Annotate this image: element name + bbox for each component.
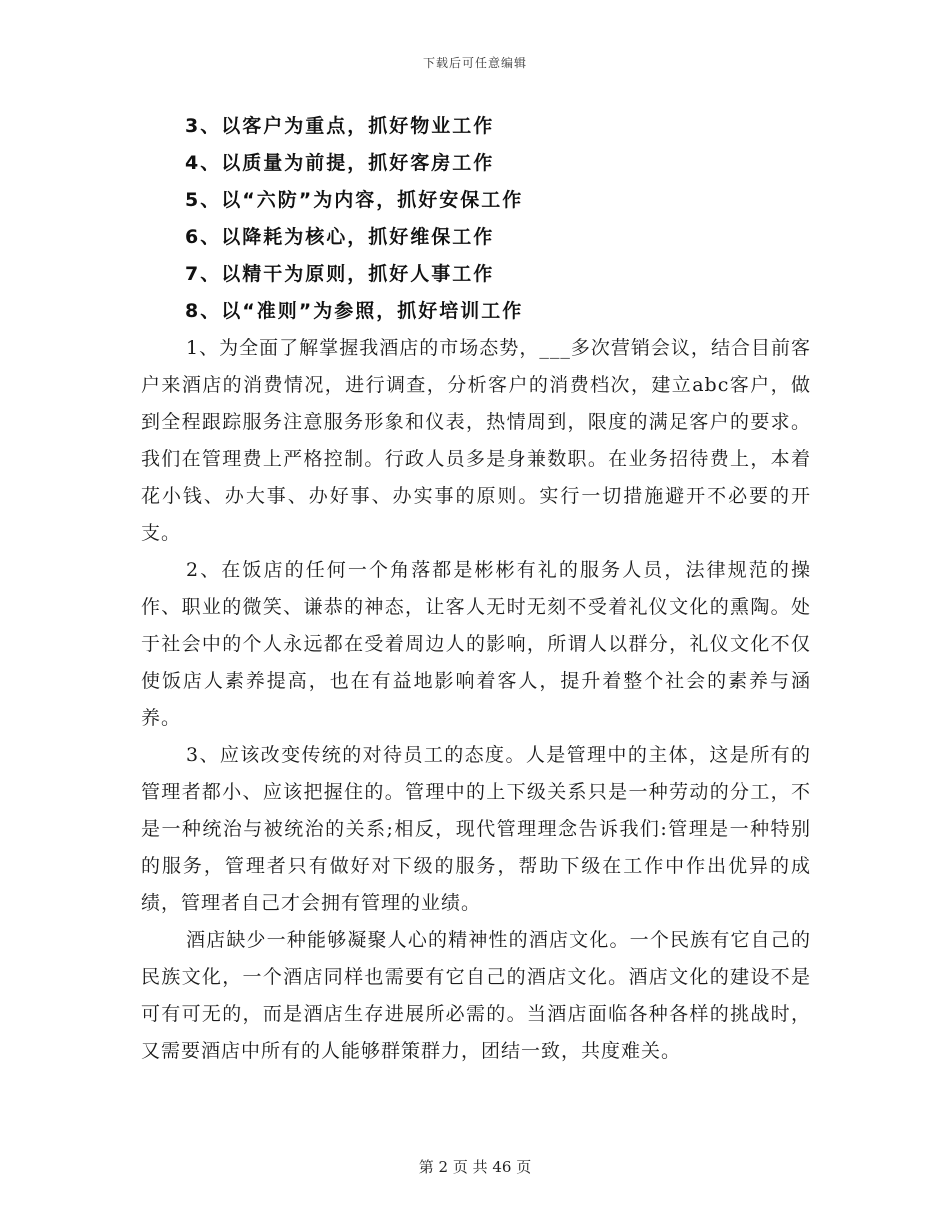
list-item: 5、以“六防”为内容，抓好安保工作 — [185, 189, 524, 211]
list-item: 6、以降耗为核心，抓好维保工作 — [185, 226, 495, 248]
numbered-list — [185, 108, 805, 330]
paragraph-culture: 酒店缺少一种能够凝聚人心的精神性的酒店文化。一个民族有它自己的民族文化，一个酒店同样也需要有它自己的酒店文化。酒店文化的建设不是可有可无的，而是酒店生存进展所必需的。当酒店面临各种各样的挑战时，又需要酒店中所有的人能够群策群力，团结一致，共度难关。 — [141, 929, 811, 1062]
list-item: 7、以精干为原则，抓好人事工作 — [185, 263, 495, 285]
page-number: 第 2 页 共 46 页 — [418, 1158, 532, 1176]
paragraph-management: 3、应该改变传统的对待员工的态度。人是管理中的主体，这是所有的管理者都小、应该把握住的。管理中的上下级关系只是一种劳动的分工，不是一种统治与被统治的关系;相反，现代管理理念告诉我们:管理是一种特别的服务，管理者只有做好对下级的服务，帮助下级在工作中作出优异的成绩，管理者自己才会拥有管理的业绩。 — [141, 744, 811, 914]
paragraph-marketing: 1、为全面了解掌握我酒店的市场态势，___多次营销会议，结合目前客户来酒店的消费情况，进行调查，分析客户的消费档次，建立abc客户，做到全程跟踪服务注意服务形象和仪表，热情周到，限度的满足客户的要求。我们在管理费上严格控制。行政人员多是身兼数职。在业务招待费上，本着花小钱、办大事、办好事、办实事的原则。实行一切措施避开不必要的开支。 — [141, 337, 811, 544]
list-item: 4、以质量为前提，抓好客房工作 — [185, 152, 495, 174]
page-header-note: 下载后可任意编辑 — [422, 56, 527, 70]
list-item: 8、以“准则”为参照，抓好培训工作 — [185, 300, 524, 322]
paragraph-etiquette: 2、在饭店的任何一个角落都是彬彬有礼的服务人员，法律规范的操作、职业的微笑、谦恭的神态，让客人无时无刻不受着礼仪文化的熏陶。处于社会中的个人永远都在受着周边人的影响，所谓人以群分，礼仪文化不仅使饭店人素养提高，也在有益地影响着客人，提升着整个社会的素养与涵养。 — [141, 559, 811, 729]
body-text — [141, 330, 811, 1070]
list-item: 3、以客户为重点，抓好物业工作 — [185, 115, 495, 137]
